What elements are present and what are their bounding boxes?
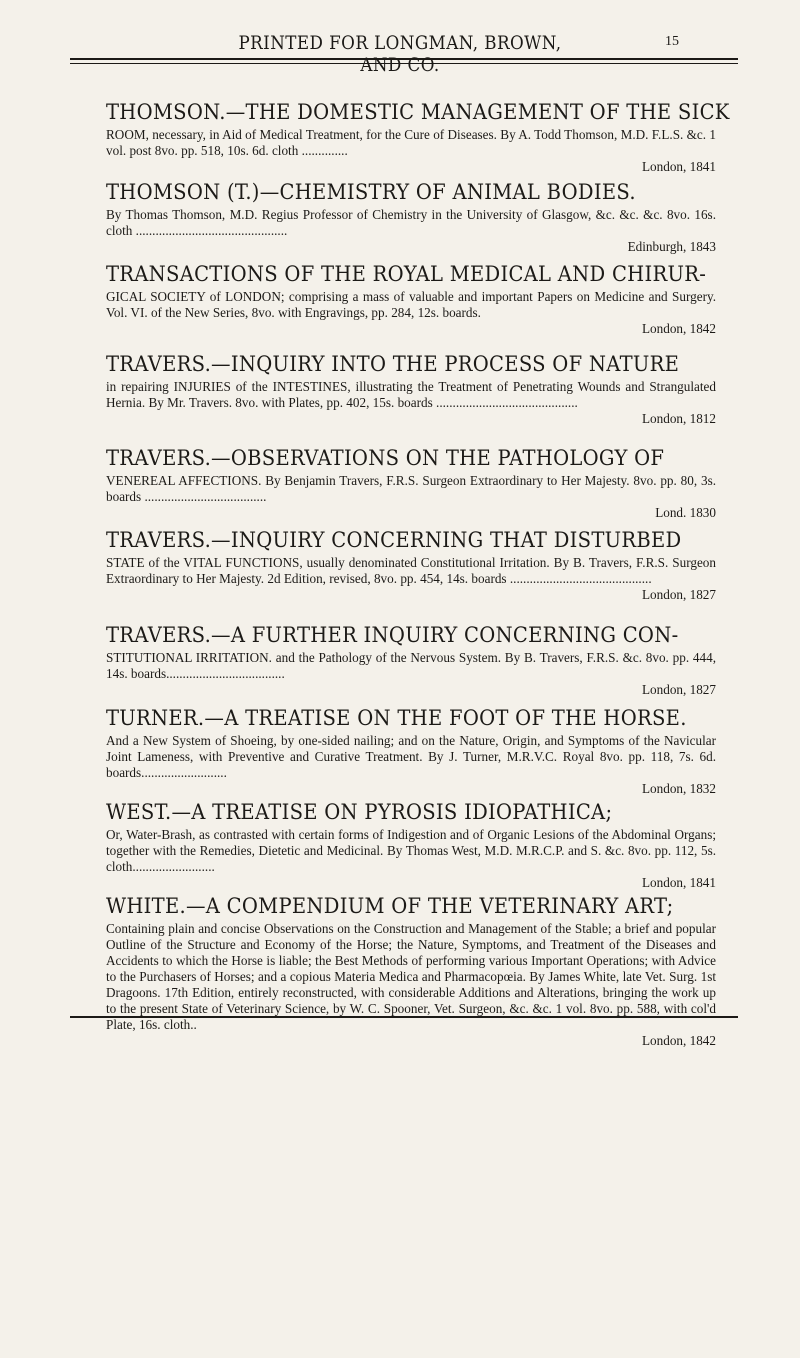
catalogue-entry [106,623,716,698]
entry-description: STATE of the VITAL FUNCTIONS, usually denominated Constitutional Irritation. By B. Travers, F.R.S. Surgeon Extraordinary to Her Majesty. 2d Edition, revised, 8vo. pp. 454, 14s. boards ........................................... [106,555,716,586]
catalogue-entry [106,352,716,427]
entry-imprint: London, 1841 [642,159,716,174]
entry-description: Or, Water-Brash, as contrasted with certain forms of Indigestion and of Organic Lesions of the Abdominal Organs; together with the Remedies, Dietetic and Medicinal. By Thomas West, M.D. M.R.C.P. and S. &c. 8vo. pp. 112, 5s. cloth......................... [106,827,716,874]
catalogue-entry [106,100,730,175]
entry-description: GICAL SOCIETY of LONDON; comprising a mass of valuable and important Papers on Medicine and Surgery. Vol. VI. of the New Series, 8vo. with Engravings, pp. 284, 12s. boards. [106,289,716,320]
entry-description: VENEREAL AFFECTIONS. By Benjamin Travers, F.R.S. Surgeon Extraordinary to Her Majesty. 8vo. pp. 80, 3s. boards ..................................... [106,473,716,504]
catalogue-entry [106,262,716,337]
entry-description: By Thomas Thomson, M.D. Regius Professor of Chemistry in the University of Glasgow, &c. &c. &c. 8vo. 16s. cloth .............................................. [106,207,716,238]
header-rule-thin [70,63,738,64]
entry-imprint: London, 1812 [642,411,716,426]
entry-imprint: Lond. 1830 [655,505,716,520]
entry-title: THOMSON (T.)—CHEMISTRY OF ANIMAL BODIES. [106,180,636,204]
entry-description: in repairing INJURIES of the INTESTINES, illustrating the Treatment of Penetrating Wounds and Strangulated Hernia. By Mr. Travers. 8vo. with Plates, pp. 402, 15s. boards ........................................... [106,379,716,410]
header-rule [70,58,738,60]
entry-title: TRANSACTIONS OF THE ROYAL MEDICAL AND CHIRUR- [106,262,707,286]
entry-imprint: London, 1827 [642,682,716,697]
entry-description: And a New System of Shoeing, by one-sided nailing; and on the Nature, Origin, and Symptoms of the Navicular Joint Lameness, with Preventive and Curative Treatment. By J. Turner, M.R.V.C. Royal 8vo. pp. 118, 7s. 6d. boards.......................... [106,733,716,780]
entry-title: TRAVERS.—OBSERVATIONS ON THE PATHOLOGY OF [106,446,665,470]
entry-description: STITUTIONAL IRRITATION. and the Pathology of the Nervous System. By B. Travers, F.R.S. &c. 8vo. pp. 444, 14s. boards.................................... [106,650,716,681]
catalogue-entry [106,706,716,797]
catalogue-entry [106,446,716,521]
entry-title: TRAVERS.—A FURTHER INQUIRY CONCERNING CON- [106,623,679,647]
entry-title: WHITE.—A COMPENDIUM OF THE VETERINARY ART; [106,894,674,918]
entry-title: TRAVERS.—INQUIRY CONCERNING THAT DISTURBED [106,528,682,552]
catalogue-entry [106,894,716,1049]
running-title: PRINTED FOR LONGMAN, BROWN, AND CO. [238,32,562,76]
footer-rule [70,1016,738,1018]
entry-imprint: London, 1842 [642,321,716,336]
entry-imprint: London, 1827 [642,587,716,602]
entry-imprint: London, 1841 [642,875,716,890]
catalogue-entry [106,180,716,255]
entry-title: THOMSON.—THE DOMESTIC MANAGEMENT OF THE SICK [106,100,730,124]
entry-title: TRAVERS.—INQUIRY INTO THE PROCESS OF NATURE [106,352,680,376]
entry-title: TURNER.—A TREATISE ON THE FOOT OF THE HORSE. [106,706,687,730]
entry-description: ROOM, necessary, in Aid of Medical Treatment, for the Cure of Diseases. By A. Todd Thomson, M.D. F.L.S. &c. 1 vol. post 8vo. pp. 518, 10s. 6d. cloth .............. [106,127,716,158]
entry-title: WEST.—A TREATISE ON PYROSIS IDIOPATHICA; [106,800,613,824]
catalogue-entry [106,800,716,891]
entry-imprint: London, 1832 [642,781,716,796]
entry-imprint: London, 1842 [642,1033,716,1048]
entry-imprint: Edinburgh, 1843 [627,239,716,254]
catalogue-entry [106,528,716,603]
entry-description: Containing plain and concise Observations on the Construction and Management of the Stable; a brief and popular Outline of the Structure and Economy of the Horse; the Nature, Symptoms, and Treatment of the Diseases and Accidents to which the Horse is liable; the Best Methods of performing various Important Operations; with Advice to the Purchasers of Horses; and a copious Materia Medica and Pharmacopœia. By James White, late Vet. Surg. 1st Dragoons. 17th Edition, entirely reconstructed, with considerable Additions and Alterations, bringing the work up to the present State of Veterinary Science, by W. C. Spooner, Vet. Surgeon, &c. &c. 1 vol. 8vo. pp. 588, with col'd Plate, 16s. cloth.. [106,921,716,1032]
page-number: 15 [665,34,679,49]
